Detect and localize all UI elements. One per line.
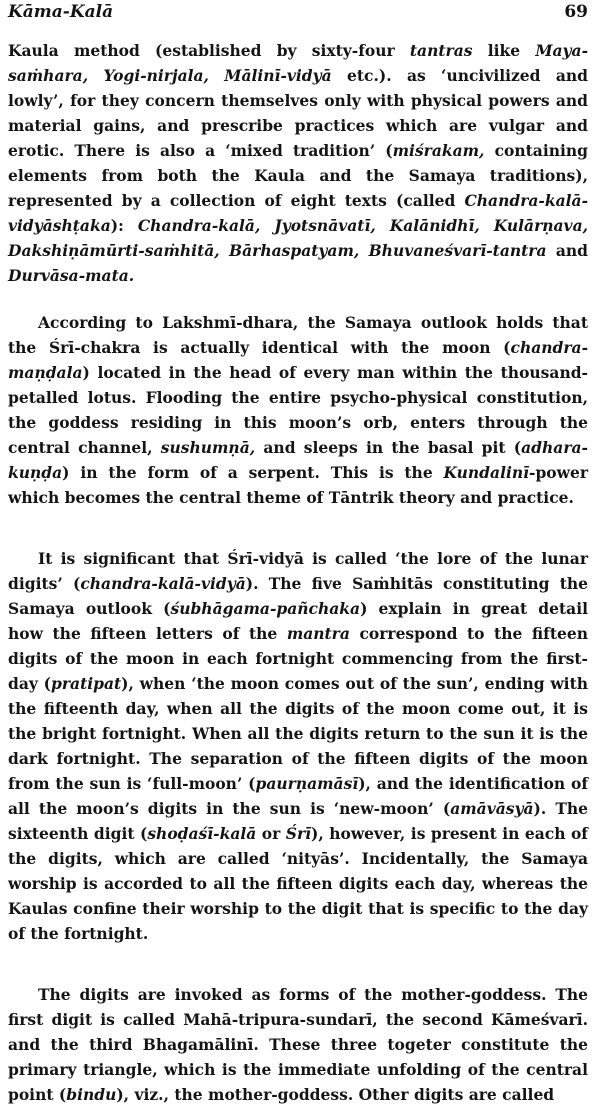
text-run: ) located in the head of every man within the thousand-petalled lotus. Flooding the entire psycho-physical constitution, the goddess residing in this moon’s orb, enters through the central channel, — [8, 363, 588, 457]
paragraph — [8, 310, 588, 510]
running-title: Kāma-Kalā — [8, 2, 114, 22]
text-run: or — [256, 824, 286, 843]
italic-term: Chandra-kalā-vidyāshṭaka — [8, 191, 588, 235]
paragraph — [8, 38, 588, 288]
text-run: containing elements from both the Kaula and the Samaya traditions), represented by a collection of eight texts (called — [8, 141, 588, 210]
text-run: and — [546, 241, 589, 260]
page-number: 69 — [564, 2, 588, 22]
text-run: ), however, is present in each of the digits, which are called ‘nityās’. Incidentally, the Samaya worship is accorded to all the fifteen digits each day, whereas the Kaulas confine their worship to the digit that is specific to the day of the fortnight. — [8, 824, 588, 943]
italic-term: śubhāgama-pañchaka — [170, 599, 361, 618]
italic-term: shoḍaśī-kalā — [147, 824, 257, 843]
italic-term: mantra — [286, 624, 350, 643]
italic-term: chandra-maṇḍala — [8, 338, 588, 382]
text-run: ) in the form of a serpent. This is the — [62, 463, 444, 482]
page-header — [8, 2, 588, 28]
italic-term: tantras — [409, 41, 473, 60]
text-run: ), when ‘the moon comes out of the sun’, ending with the fifteenth day, when all the digits of the moon come out, it is the bright fortnight. When all the digits return to the sun it is the dark fortnight. The separation of the fifteen digits of the moon from the sun is ‘full-moon’ ( — [8, 674, 588, 793]
text-run: etc.). as ‘uncivilized and lowly’, for they concern themselves only with physical powers and material gains, and prescribe practices which are vulgar and erotic. There is also a ‘mixed tradition’ ( — [8, 66, 588, 160]
italic-term: amāvāsyā — [450, 799, 534, 818]
italic-term: sushumṇā, — [160, 438, 256, 457]
italic-term: adhara-kuṇḍa — [8, 438, 588, 482]
italic-term: Śrī — [285, 824, 312, 843]
text-run: Kaula method (established by sixty-four — [8, 41, 410, 60]
text-run: ) explain in great detail how the fifteen letters of the — [8, 599, 588, 643]
text-run: like — [472, 41, 536, 60]
text-run: ), and the identification of all the moon’s digits in the sun is ‘new-moon’ ( — [8, 774, 589, 818]
paragraph — [8, 982, 588, 1107]
text-run: correspond to the fifteen digits of the moon in each fortnight commencing from the first-day ( — [8, 624, 588, 693]
italic-term: miśrakam, — [392, 141, 485, 160]
paragraph — [8, 546, 588, 946]
text-run: The digits are invoked as forms of the mother-goddess. The first digit is called Mahā-tripura-sundarī, the second Kāmeśvarī. and the third Bhagamālinī. These three togeter constitute the primary triangle, which is the immediate unfolding of the central point ( — [8, 985, 588, 1104]
italic-term: Durvāsa-mata. — [8, 266, 135, 285]
body-text — [8, 38, 588, 1107]
text-run: ). The five Saṁhitās constituting the Samaya outlook ( — [8, 574, 588, 618]
text-run: According to Lakshmī-dhara, the Samaya outlook holds that the Śrī-chakra is actually identical with the moon ( — [8, 313, 588, 357]
italic-term: chandra-kalā-vidyā — [80, 574, 246, 593]
italic-term: Kundalinī — [443, 463, 530, 482]
italic-term: Chandra-kalā, Jyotsnāvatī, Kalānidhī, Kulārṇava, Dakshiṇāmūrti-saṁhitā, Bārhaspatyam, Bhuvaneśvarī-tantra — [8, 216, 589, 260]
text-run: ), viz., the mother-goddess. Other digits are called — [116, 1085, 555, 1104]
italic-term: pratipat — [51, 674, 122, 693]
italic-term: Maya-saṁhara, Yogi-nirjala, Mālinī-vidyā — [8, 41, 588, 85]
text-run: ): — [110, 216, 138, 235]
text-run: It is significant that Śrī-vidyā is called ‘the lore of the lunar digits’ ( — [8, 549, 588, 593]
text-run: -power which becomes the central theme of Tāntrik theory and practice. — [8, 463, 588, 507]
italic-term: paurṇamāsī — [255, 774, 359, 793]
text-run: and sleeps in the basal pit ( — [255, 438, 522, 457]
text-run: ). The sixteenth digit ( — [8, 799, 588, 843]
italic-term: bindu — [66, 1085, 117, 1104]
